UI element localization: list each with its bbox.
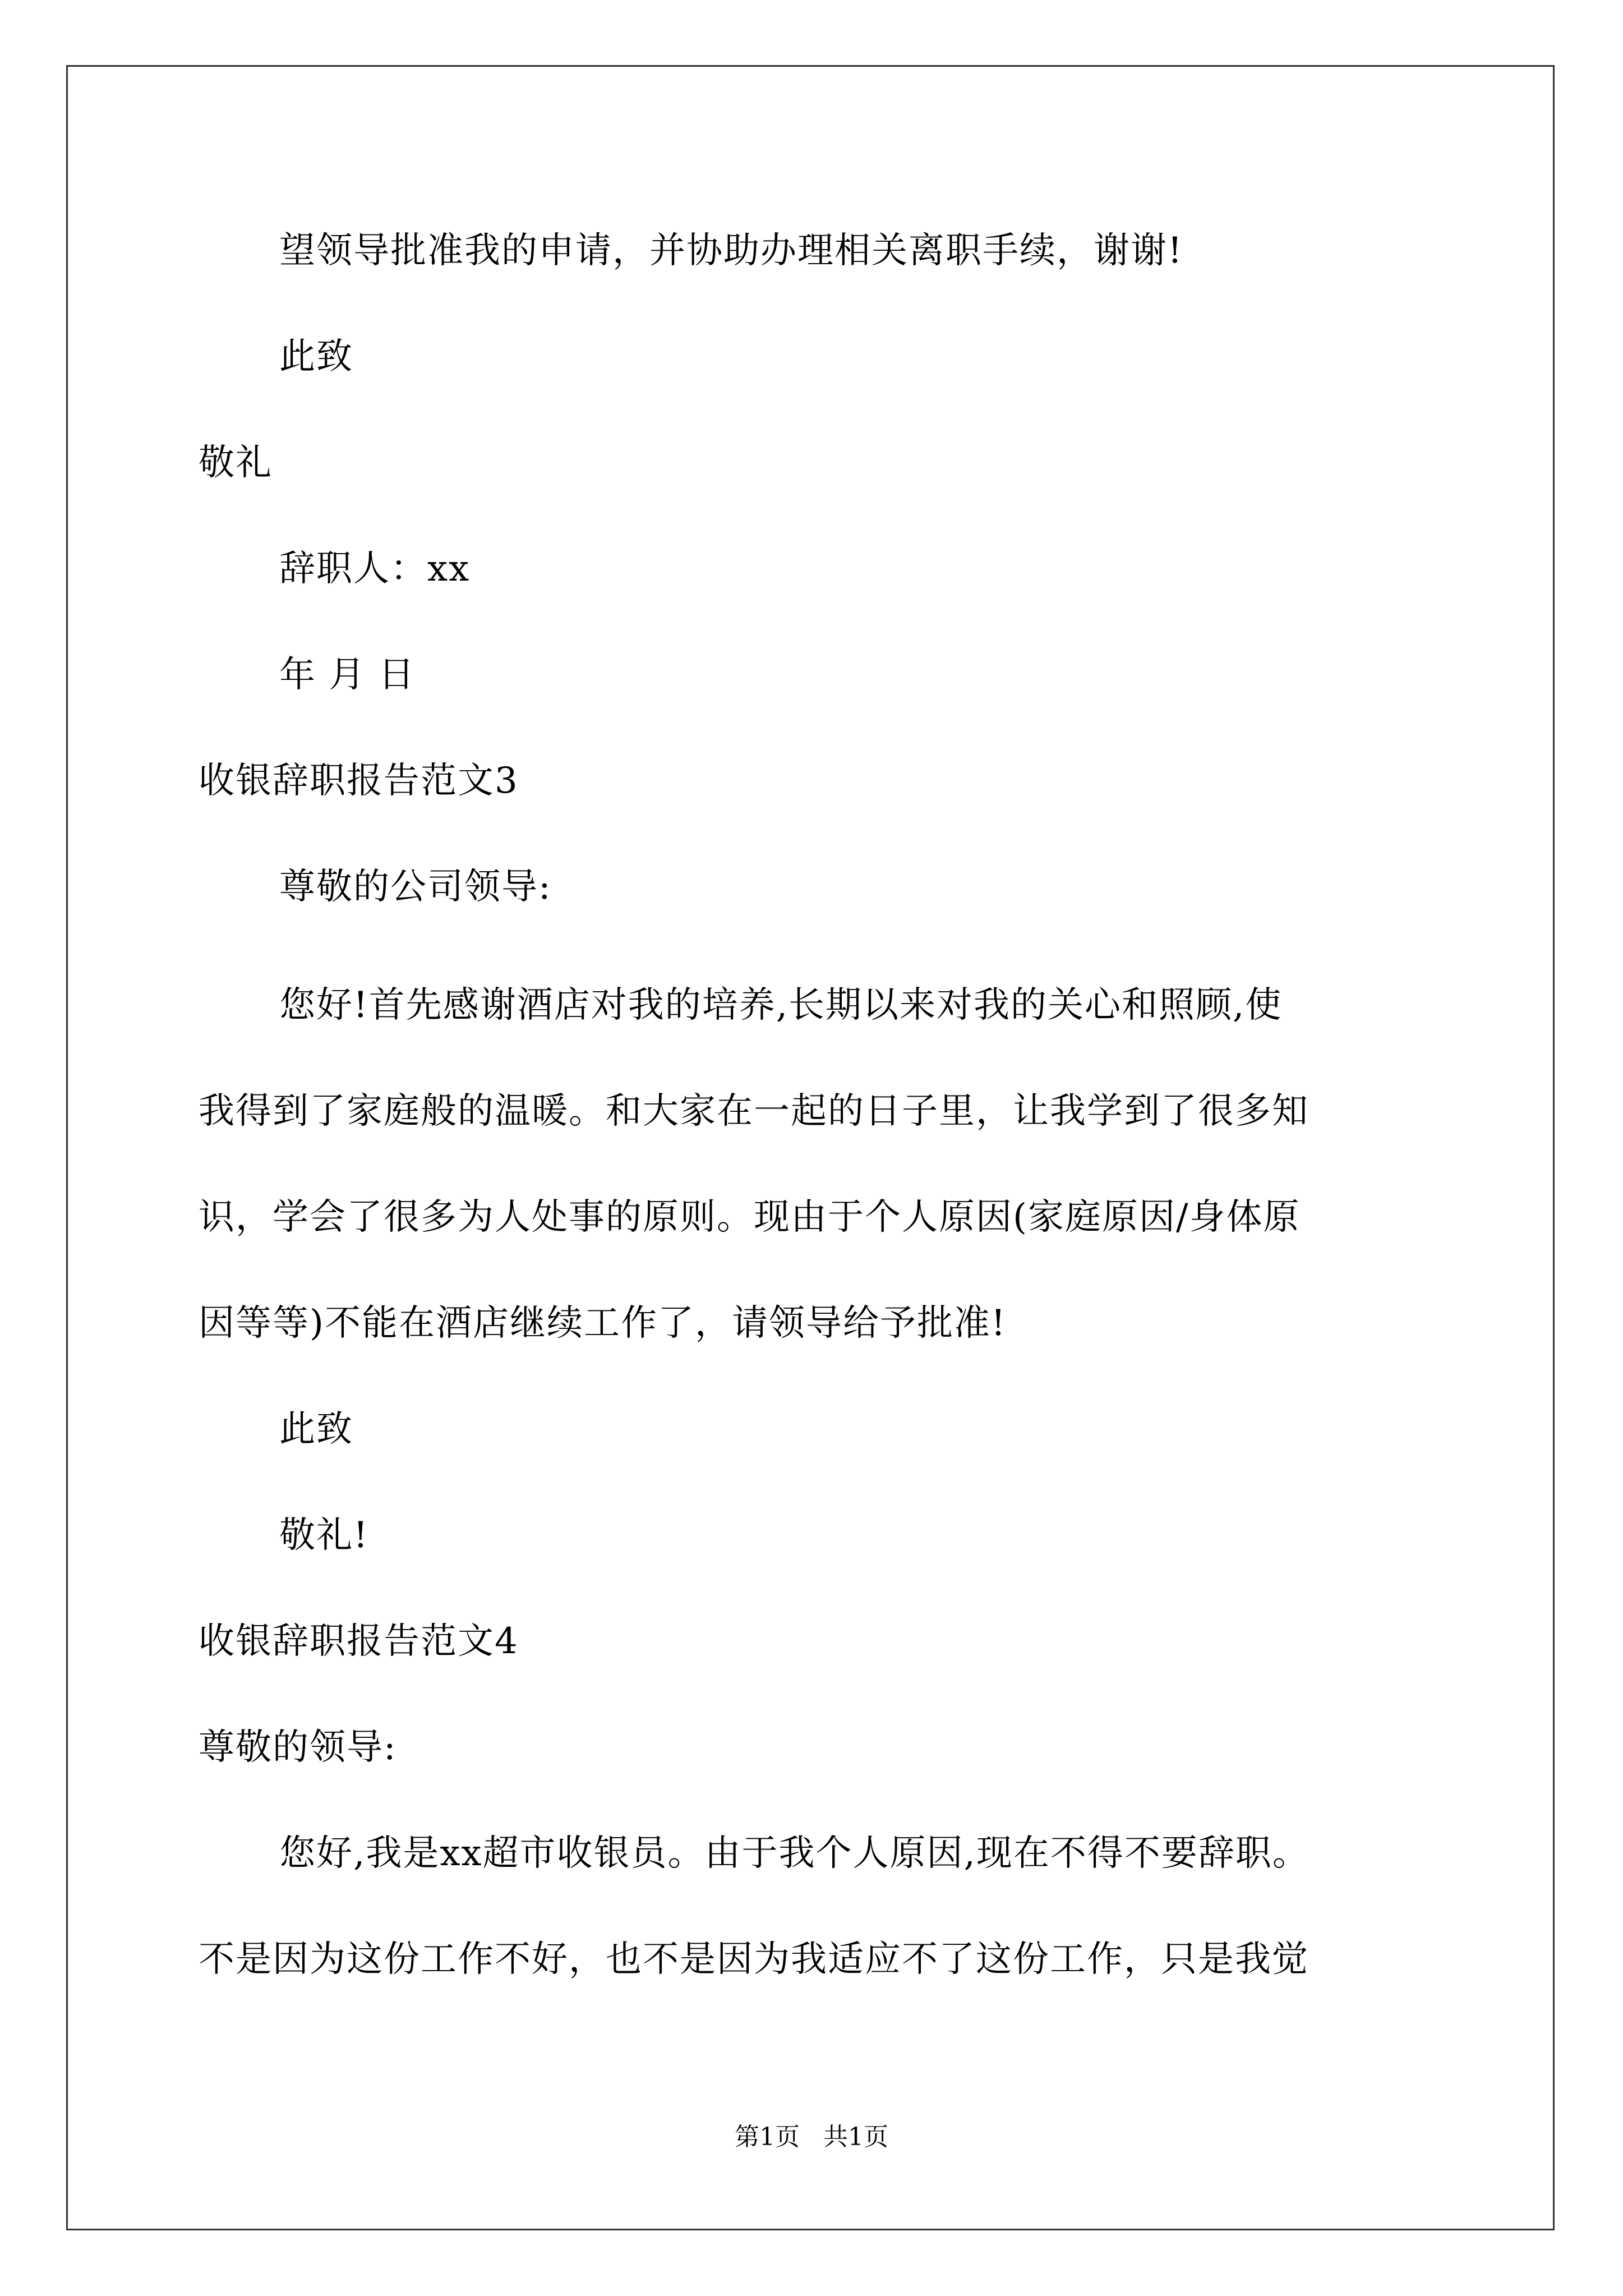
section-heading-4: 收银辞职报告范文4 (199, 1621, 519, 1662)
closing-cizhi: 此致 (279, 336, 353, 378)
page-footer: 第1页 共1页 (735, 2123, 888, 2151)
body-line: 您好,我是xx超市收银员。由于我个人原因,现在不得不要辞职。 (279, 1833, 1310, 1874)
section-heading-3: 收银辞职报告范文3 (199, 760, 519, 802)
body-line: 识，学会了很多为人处事的原则。现由于个人原因(家庭原因/身体原 (199, 1197, 1301, 1238)
closing-jingli: 敬礼! (279, 1515, 369, 1556)
closing-jingli: 敬礼 (199, 442, 273, 484)
paragraph-approval-request: 望领导批准我的申请，并协助办理相关离职手续，谢谢! (279, 230, 1183, 272)
salutation-company-leader: 尊敬的公司领导: (279, 866, 552, 908)
body-line: 因等等)不能在酒店继续工作了，请领导给予批准! (199, 1303, 1007, 1344)
body-line: 不是因为这份工作不好，也不是因为我适应不了这份工作，只是我觉 (199, 1939, 1309, 1980)
closing-cizhi: 此致 (279, 1409, 353, 1450)
signature-resigner: 辞职人：xx (279, 548, 471, 590)
salutation-leader: 尊敬的领导: (199, 1727, 397, 1768)
signature-date: 年 月 日 (279, 654, 416, 696)
page-border (66, 65, 1555, 2230)
body-line: 您好!首先感谢酒店对我的培养,长期以来对我的关心和照顾,使 (279, 984, 1283, 1026)
body-line: 我得到了家庭般的温暖。和大家在一起的日子里，让我学到了很多知 (199, 1091, 1309, 1132)
